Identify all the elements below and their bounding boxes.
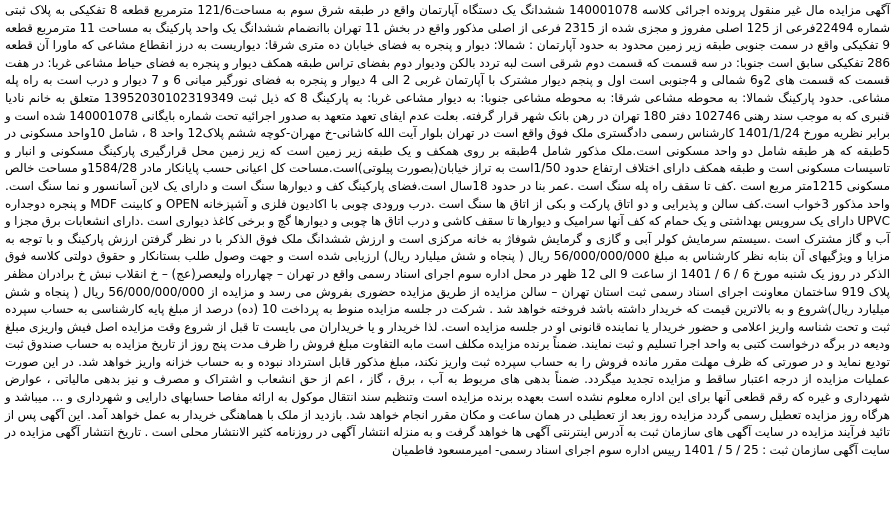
auction-notice-text: آگهی مزایده مال غیر منقول پرونده اجرائی کلاسه 140001078 ششدانگ یک دستگاه آپارتمان واقع در طبقه شرق سوم به مساحت121/6 مترمربع قطعه 8 تفکیکی به پلاک ثبتی شماره 22494فرعی از 125 اصلی مفروز و مجزی شده از 2315 فرعی از اصلی مذکور واقع در بخش 11 تهران باانضمام ششدانگ یک واحد پارکینگ به مساحت 11 مترمربع قطعه 9 تفکیکی واقع در سمت جنوبی طبقه زیر زمین محدود به حدود آپارتمان : شمالا: دیوار و پنجره به فضای خیابان ده متری شرقا: دیواریست به درز انقطاع مشاعی که ماورا آن قطعه 286 تفکیکی سابق است جنوبا: در سه قسمت که قسمت دوم شرقی است لبه تردد بالکن ودیوار دوم بفضای تراس طبقه همکف دیوار و پنجره به فضای حیاط مشاعی غربا: در هفت قسمت که قسمت های 2و6 شمالی و 4جنوبی است اول و پنجم دیوار مشترک با آپارتمان غربی 2 الی 4 دیوار و پنجره به فضای نورگیر میانی 6 و 7 دیوار و درب است به راه پله مشاعی. حدود پارکینگ شمالا: به محوطه مشاعی شرقا: به محوطه مشاعی جنوبا: به دیوار مشاعی غربا: به پارکینگ 8 که ذیل ثبت 13952030102319349 متعلق به خانم نادیا قنبری که به موجب سند رهنی 102746 دفتر 180 تهران در رهن بانک شهر قرار گرفته. بعلت عدم ایفای تعهد متعهد به صدور اجرائیه تحت شماره بایگانی 140001078 شده است و برابر نظریه مورخ 1401/1/24 کارشناس رسمی دادگستری ملک فوق واقع است در تهران بلوار آیت الله کاشانی-خ مهران-کوچه ششم پلاک12 واحد 8 ، شامل 10واحد مسکونی در 5طبقه که هر طبقه شامل دو واحد مسکونی است.ملک مذکور شامل 4طبقه بر روی همکف و یک طبقه زیر زمین است که زیر زمین محل قرارگیری پارکینگ مسکونی و انبار و تاسیسات مسکونی است و طبقه همکف دارای اختلاف ارتفاع حدود 1/50است به تراز خیابان(بصورت پیلوتی)است.مساحت کل اعیانی حسب پایانکار مادر 1584/28و مساحت خالص مسکونی 1215متر مربع است .کف تا سقف راه پله سنگ است .عمر بنا در حدود 18سال است.فضای پارکینگ کف و دیوارها سنگ است و دارای یک لاین آسانسور و نما سنگ است. واحد مذکور 3خواب است.کف سالن و پذیرایی و دو اتاق پارکت و بکی از اتاق ها سنگ است .درب ورودی چوبی با اکادیون فلزی و آشپزخانه OPEN و کابینت MDF و پنجره دوجداره UPVC دارای یک سرویس بهداشتی و یک حمام که کف آنها سرامیک و دیوارها تا سقف کاشی و درب اتاق ها چوبی و دیوارها گچ و برخی کاغذ دیواری است .دارای انشعابات برق مجزا و آب و گاز مشترک است .سیستم سرمایش کولر آبی و گازی و گرمایش شوفاژ به خانه مرکزی است و ارزش ششدانگ ملک فوق الذکر با در نظر گرفتن ارزش پارکینگ و با توجه به مزایا و ویژگیهای آن بنابه نظر کارشناس به مبلغ 56/000/000/000 ریال ( پنجاه و شش میلیارد ریال) ارزیابی شده است و جهت وصول طلب بستانکار و حقوق دولتی کلاسه فوق الذکر در روز یک شنبه مورخ 6 / 6 / 1401 از ساعت 9 الی 12 ظهر در محل اداره سوم اجرای اسناد رسمی واقع در تهران – چهارراه ولیعصر(عج) – خ انقلاب نبش خ برادران مظفر پلاک 919 ساختمان معاونت اجرای اسناد رسمی ثبت استان تهران – سالن مزایده از طریق مزایده حضوری بفروش می رسد و مزایده از 56/000/000/000 ریال ( پنجاه و شش میلیارد ریال)شروع و به بالاترین قیمت که خریدار داشته باشد فروخته خواهد شد . شرکت در جلسه مزایده منوط به پرداخت 10 (ده) درصد از مبلغ پایه کارشناسی به حساب سپرده ثبت و تحت شناسه واریز اعلامی و حضور خریدار یا نماینده قانونی او در جلسه مزایده است. لذا خریدار و یا خریداران می بایست تا قبل از شروع وقت مزایده اصل فیش واریزی مبلغ ودیعه در برگه درخواست کتبی به واحد اجرا تسلیم و ثبت نمایند. ضمناً برنده مزایده مکلف است مابه التفاوت مبلغ فروش را ظرف مدت پنج روز از تاریخ مزایده به حساب صندوق ثبت تودیع نماید و در صورتی که ظرف مهلت مقرر مانده فروش را به حساب سپرده ثبت واریز نکند، مبلغ مذکور قابل استرداد نبوده و به حساب خزانه واریز خواهد شد. در این صورت عملیات مزایده از درجه اعتبار ساقط و مزایده تجدید میگردد. ضمناً بدهی های مربوط به آب ، برق ، گاز ، اعم از حق انشعاب و اشتراک و مصرف و نیز بدهی مالیاتی ، عوارض شهرداری و غیره که رقم قطعی آنها برای این اداره معلوم نشده است بعهده برنده مزایده است وتنظیم سند انتقال موکول به ارائه مفاصا حسابهای دارایی و شهرداری و ... میباشد و هرگاه روز مزایده تعطیل رسمی گردد مزایده روز بعد از تعطیلی در همان ساعت و مکان مقرر انجام خواهد شد. بازدید از ملک با هماهنگی خریدار به عمل خواهد آمد. این آگهی پس از تائید فرآیند مزایده در سایت آگهی های سازمان ثبت به آدرس اینترنتی آگهی ها خواهد گرفت و به منزله انتشار آگهی در روزنامه کثیر الانتشار محلی است . تاریخ انتشار آگهی مزایده در سایت آگهی سازمان ثبت : 25 / 5 / 1401 رییس اداره سوم اجرای اسناد رسمی- امیرمسعود فاطمیان xyxy=(5,3,891,457)
